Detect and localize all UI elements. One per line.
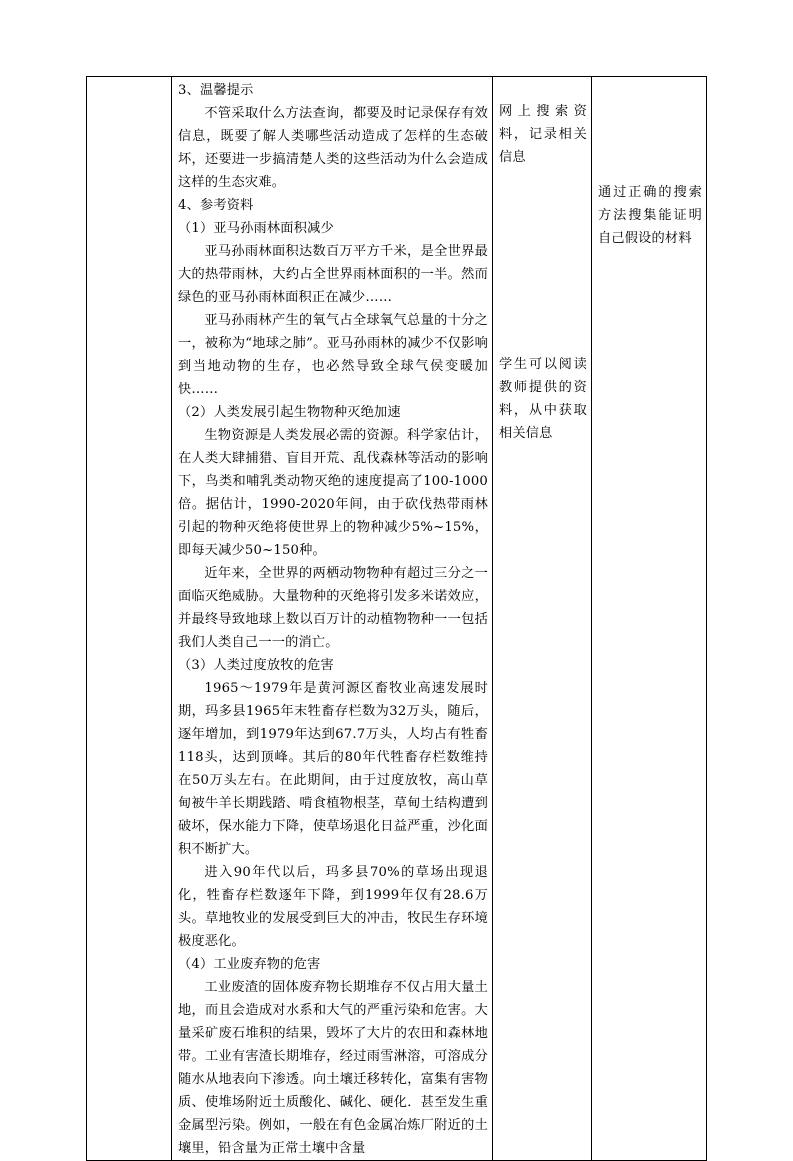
design-note-evidence: 通过正确的搜索方法搜集能证明自己假设的材料 [598, 185, 702, 246]
section-1-paragraph-1: 亚马孙雨林面积达数百万平方千米，是全世界最大的热带雨林，大约占全世界雨林面积的一半。然而绿色的亚马孙雨林面积正在减少…… [178, 244, 488, 305]
section-3-heading: （3）人类过度放牧的危害 [178, 658, 334, 673]
student-note-search: 网上搜索资料，记录相关信息 [499, 104, 587, 165]
section-2-paragraph-1: 生物资源是人类发展必需的资源。科学家估计，在人类大肆捕猎、盲目开荒、乱伐森林等活动的影响下，鸟类和哺乳类动物灭绝的速度提高了100-1000倍。据估计，1990-2020年间，由于砍伐热带雨林引起的物种灭绝将使世界上的物种减少5%~15%，即每天减少50~150种。 [178, 428, 488, 558]
content-cell [172, 77, 493, 1161]
reference-heading: 4、参考资料 [178, 198, 254, 213]
section-2-paragraph-2: 近年来，全世界的两栖动物物种有超过三分之一面临灭绝威胁。大量物种的灭绝将引发多米诺效应，并最终导致地球上数以百万计的动植物物种一一包括我们人类自己一一的消亡。 [178, 566, 488, 650]
section-4-heading: （4）工业废弃物的危害 [178, 957, 321, 972]
section-3-paragraph-1: 1965～1979年是黄河源区畜牧业高速发展时期，玛多县1965年末牲畜存栏数为32万头，随后，逐年增加，到1979年达到67.7万头，人均占有牲畜118头，达到顶峰。其后的80年代牲畜存栏数维持在50万头左右。在此期间，由于过度放牧，高山草甸被牛羊长期践踏、啃食植物根茎，草甸土结构遭到破坏，保水能力下降，使草场退化日益严重，沙化面积不断扩大。 [178, 681, 488, 857]
design-intent-body [592, 181, 706, 250]
table-row [87, 77, 707, 1161]
section-3-paragraph-2: 进入90年代以后，玛多县70%的草场出现退化，牲畜存栏数逐年下降，到1999年仅有28.6万头。草地牧业的发展受到巨大的冲击，牧民生存环境极度恶化。 [178, 865, 488, 949]
content-body [172, 77, 492, 1160]
student-activity-cell [493, 77, 592, 1161]
section-2-heading: （2）人类发展引起生物物种灭绝加速 [178, 405, 401, 420]
section-1-paragraph-2: 亚马孙雨林产生的氧气占全球氧气总量的十分之一，被称为“地球之肺”。亚马孙雨林的减少不仅影响到当地动物的生存，也必然导致全球气侯变暖加快…… [178, 313, 488, 397]
student-note-read: 学生可以阅读教师提供的资料，从中获取相关信息 [499, 357, 587, 441]
tip-paragraph: 不管采取什么方法查询，都要及时记录保存有效信息，既要了解人类哪些活动造成了怎样的生态破坏，还要进一步搞清楚人类的这些活动为什么会造成这样的生态灾难。 [178, 106, 488, 190]
blank-column-cell [87, 77, 172, 1161]
student-activity-body [493, 100, 591, 445]
section-4-paragraph-1: 工业废渣的固体废弃物长期堆存不仅占用大量土地，而且会造成对水系和大气的严重污染和危害。大量采矿废石堆积的结果，毁坏了大片的农田和森林地带。工业有害渣长期堆存，经过雨雪淋溶，可溶成分随水从地表向下渗透。向土壤迁移转化，富集有害物质、使堆场附近土质酸化、碱化、硬化．甚至发生重金属型污染。例如，一般在有色金属冶炼厂附近的土壤里，铅含量为正常土壤中含量 [178, 980, 488, 1156]
tip-heading: 3、温馨提示 [178, 83, 254, 98]
section-1-heading: （1）亚马孙雨林面积减少 [178, 221, 334, 236]
design-intent-cell [592, 77, 707, 1161]
lesson-table [86, 76, 707, 1161]
